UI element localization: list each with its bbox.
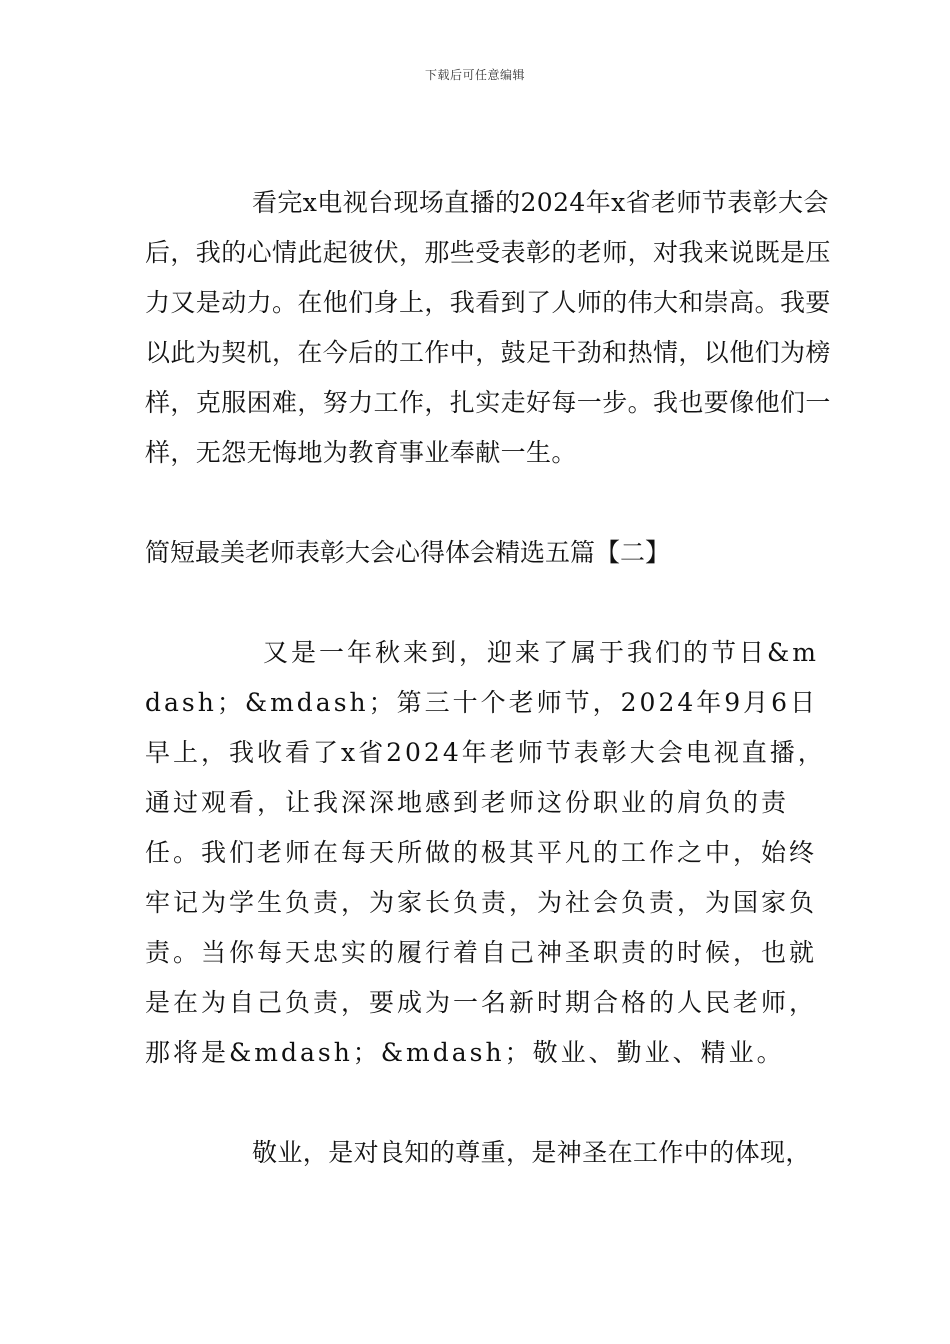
paragraph-1: 看完x电视台现场直播的2024年x省老师节表彰大会后，我的心情此起彼伏，那些受表彰的老师，对我来说既是压力又是动力。在他们身上，我看到了人师的伟大和崇高。我要以此为契机，在今后的工作中，鼓足干劲和热情，以他们为榜样，克服困难，努力工作，扎实走好每一步。我也要像他们一样，无怨无悔地为教育事业奉献一生。 (145, 188, 831, 467)
document-body (145, 178, 835, 1178)
paragraph-3: 敬业，是对良知的尊重，是神圣在工作中的体现， (252, 1138, 811, 1167)
paragraph-spacer (145, 1078, 835, 1128)
paragraph-spacer (145, 478, 835, 528)
section-heading: 简短最美老师表彰大会心得体会精选五篇【二】 (145, 538, 671, 567)
paragraph-2: 又是一年秋来到，迎来了属于我们的节日&mdash；&mdash；第三十个老师节，2024年9月6日早上，我收看了x省2024年老师节表彰大会电视直播，通过观看，让我深深地感到老师这份职业的肩负的责任。我们老师在每天所做的极其平凡的工作之中，始终牢记为学生负责，为家长负责，为社会负责，为国家负责。当你每天忠实的履行着自己神圣职责的时候，也就是在为自己负责，要成为一名新时期合格的人民老师，那将是&mdash；&mdash；敬业、勤业、精业。 (145, 638, 826, 1067)
paragraph-spacer (145, 578, 835, 628)
download-note: 下载后可任意编辑 (424, 68, 525, 82)
